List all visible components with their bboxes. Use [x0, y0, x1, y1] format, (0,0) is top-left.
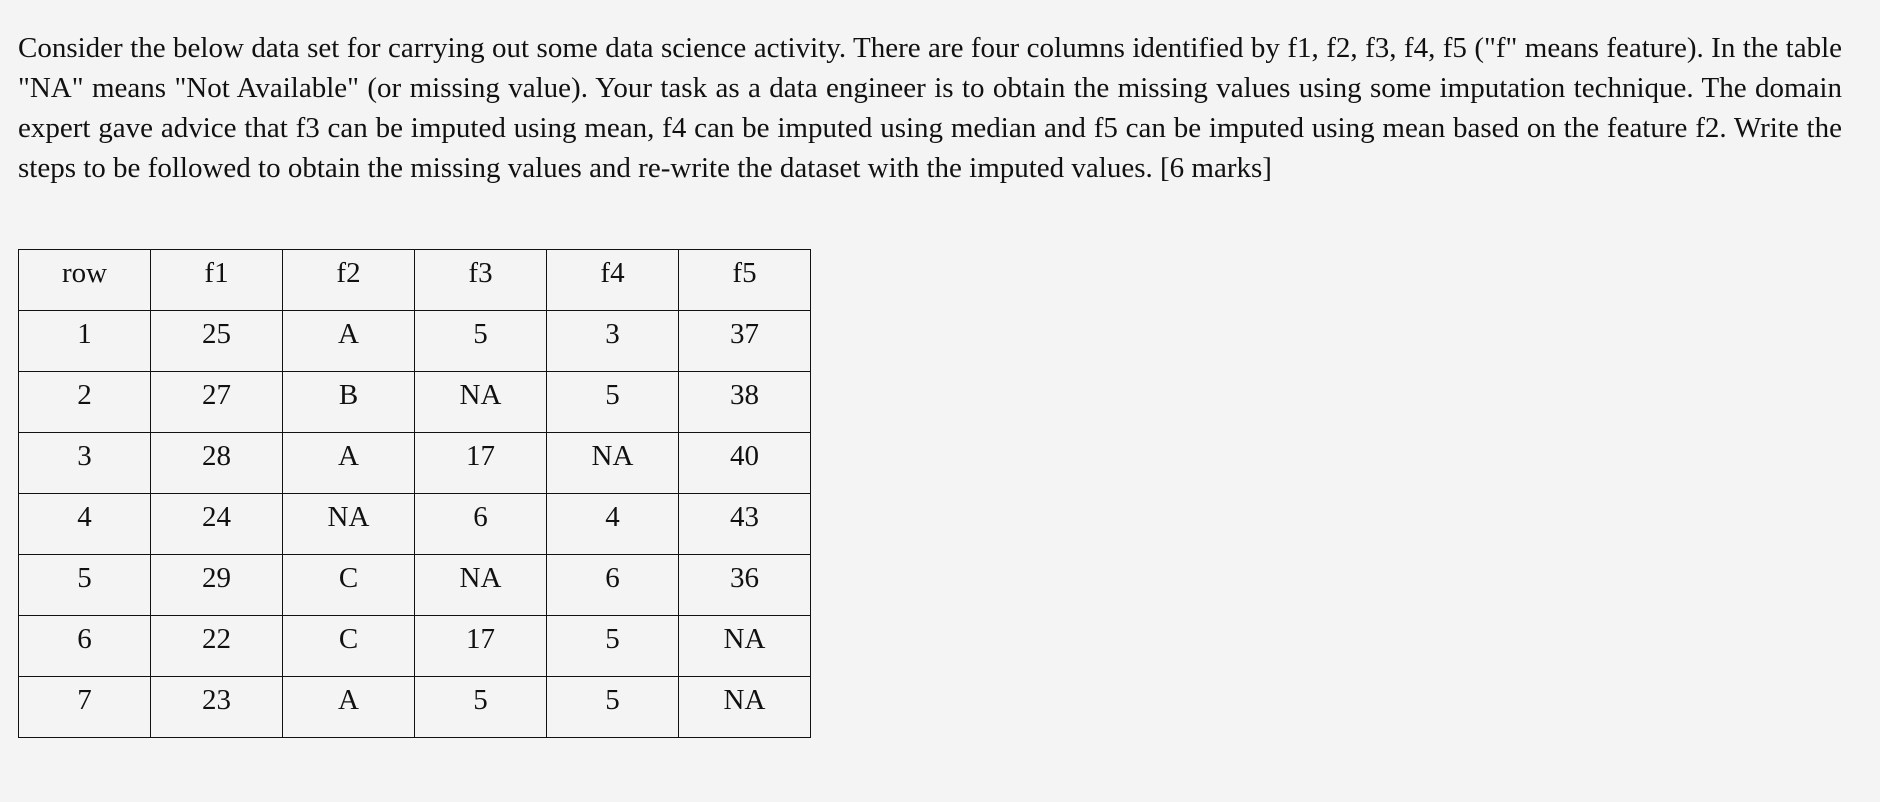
table-cell: 37	[679, 311, 811, 372]
table-row	[19, 494, 811, 555]
header-f1: f1	[151, 250, 283, 311]
table-cell: 5	[547, 372, 679, 433]
table-cell: 3	[19, 433, 151, 494]
table-cell: 17	[415, 616, 547, 677]
table-cell: 6	[19, 616, 151, 677]
table-cell: NA	[679, 616, 811, 677]
header-f3: f3	[415, 250, 547, 311]
table-header-row	[19, 250, 811, 311]
table-cell: NA	[547, 433, 679, 494]
table-cell: 3	[547, 311, 679, 372]
header-f5: f5	[679, 250, 811, 311]
header-f2: f2	[283, 250, 415, 311]
table-row	[19, 555, 811, 616]
table-cell: 36	[679, 555, 811, 616]
table-cell: 17	[415, 433, 547, 494]
dataset-table	[18, 249, 811, 738]
table-cell: A	[283, 433, 415, 494]
header-row: row	[19, 250, 151, 311]
table-cell: 5	[19, 555, 151, 616]
table-cell: 5	[547, 616, 679, 677]
table-row	[19, 433, 811, 494]
table-row	[19, 311, 811, 372]
table-cell: A	[283, 677, 415, 738]
table-cell: 22	[151, 616, 283, 677]
table-cell: A	[283, 311, 415, 372]
table-cell: NA	[415, 372, 547, 433]
table-cell: 5	[415, 311, 547, 372]
table-cell: 5	[547, 677, 679, 738]
table-cell: 27	[151, 372, 283, 433]
header-f4: f4	[547, 250, 679, 311]
table-cell: 43	[679, 494, 811, 555]
table-cell: C	[283, 555, 415, 616]
question-text: Consider the below data set for carrying out some data science activity. There are four columns identified by f1, f2, f3, f4, f5 ("f" means feature). In the table "NA" means "Not Available" (or missing value). Your task as a data engineer is to obtain the missing values using some imputation technique. The domain expert gave advice that f3 can be imputed using mean, f4 can be imputed using median and f5 can be imputed using mean based on the feature f2. Write the steps to be followed to obtain the missing values and re-write the dataset with the imputed values. [6 marks]	[18, 32, 1842, 184]
table-row	[19, 372, 811, 433]
table-cell: 5	[415, 677, 547, 738]
table-row	[19, 616, 811, 677]
table-cell: 25	[151, 311, 283, 372]
table-cell: 4	[19, 494, 151, 555]
table-cell: NA	[415, 555, 547, 616]
table-cell: 23	[151, 677, 283, 738]
table-cell: NA	[283, 494, 415, 555]
table-cell: NA	[679, 677, 811, 738]
table-cell: 40	[679, 433, 811, 494]
table-cell: 6	[547, 555, 679, 616]
table-cell: 38	[679, 372, 811, 433]
table-cell: 29	[151, 555, 283, 616]
table-cell: 28	[151, 433, 283, 494]
table-cell: 7	[19, 677, 151, 738]
table-cell: 24	[151, 494, 283, 555]
table-cell: B	[283, 372, 415, 433]
table-cell: 1	[19, 311, 151, 372]
table-cell: 6	[415, 494, 547, 555]
table-row	[19, 677, 811, 738]
table-cell: C	[283, 616, 415, 677]
table-cell: 2	[19, 372, 151, 433]
table-cell: 4	[547, 494, 679, 555]
